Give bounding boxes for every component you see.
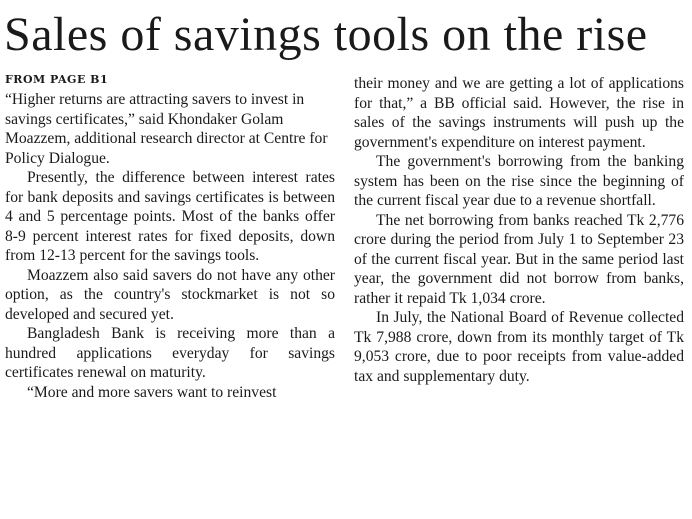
- article-column-left: [5, 72, 335, 402]
- article-headline: Sales of savings tools on the rise: [4, 8, 648, 61]
- paragraph: “Higher returns are attracting savers to invest in savings certificates,” said Khondaker Golam Moazzem, additional research director at Centre for Policy Dialogue.: [5, 91, 328, 167]
- paragraph: The net borrowing from banks reached Tk 2,776 crore during the period from July 1 to September 23 of the current fiscal year. But in the same period last year, the government did not borrow from banks, rather it repaid Tk 1,034 crore.: [354, 211, 684, 307]
- paragraph: Bangladesh Bank is receiving more than a hundred applications everyday for savings certificates renewal on maturity.: [5, 325, 335, 381]
- paragraph: “More and more savers want to reinvest: [27, 383, 277, 401]
- paragraph: Moazzem also said savers do not have any other option, as the country's stockmarket is not so developed and secured yet.: [5, 266, 335, 323]
- source-line: FROM PAGE B1: [5, 73, 109, 86]
- paragraph: Presently, the difference between interest rates for bank deposits and savings certificates is between 4 and 5 percentage points. Most of the banks offer 8-9 percent interest rates for fixed deposits, down from 12-13 percent for the savings tools.: [5, 169, 335, 264]
- paragraph: In July, the National Board of Revenue collected Tk 7,988 crore, down from its monthly target of Tk 9,053 crore, due to poor receipts from value-added tax and supplementary duty.: [354, 309, 684, 385]
- article-column-right: [354, 74, 684, 386]
- paragraph: their money and we are getting a lot of applications for that,” a BB official said. However, the rise in sales of the savings instruments will push up the government's expenditure on interest payment.: [354, 75, 684, 151]
- paragraph: The government's borrowing from the banking system has been on the rise since the beginning of the current fiscal year due to a revenue shortfall.: [354, 153, 684, 209]
